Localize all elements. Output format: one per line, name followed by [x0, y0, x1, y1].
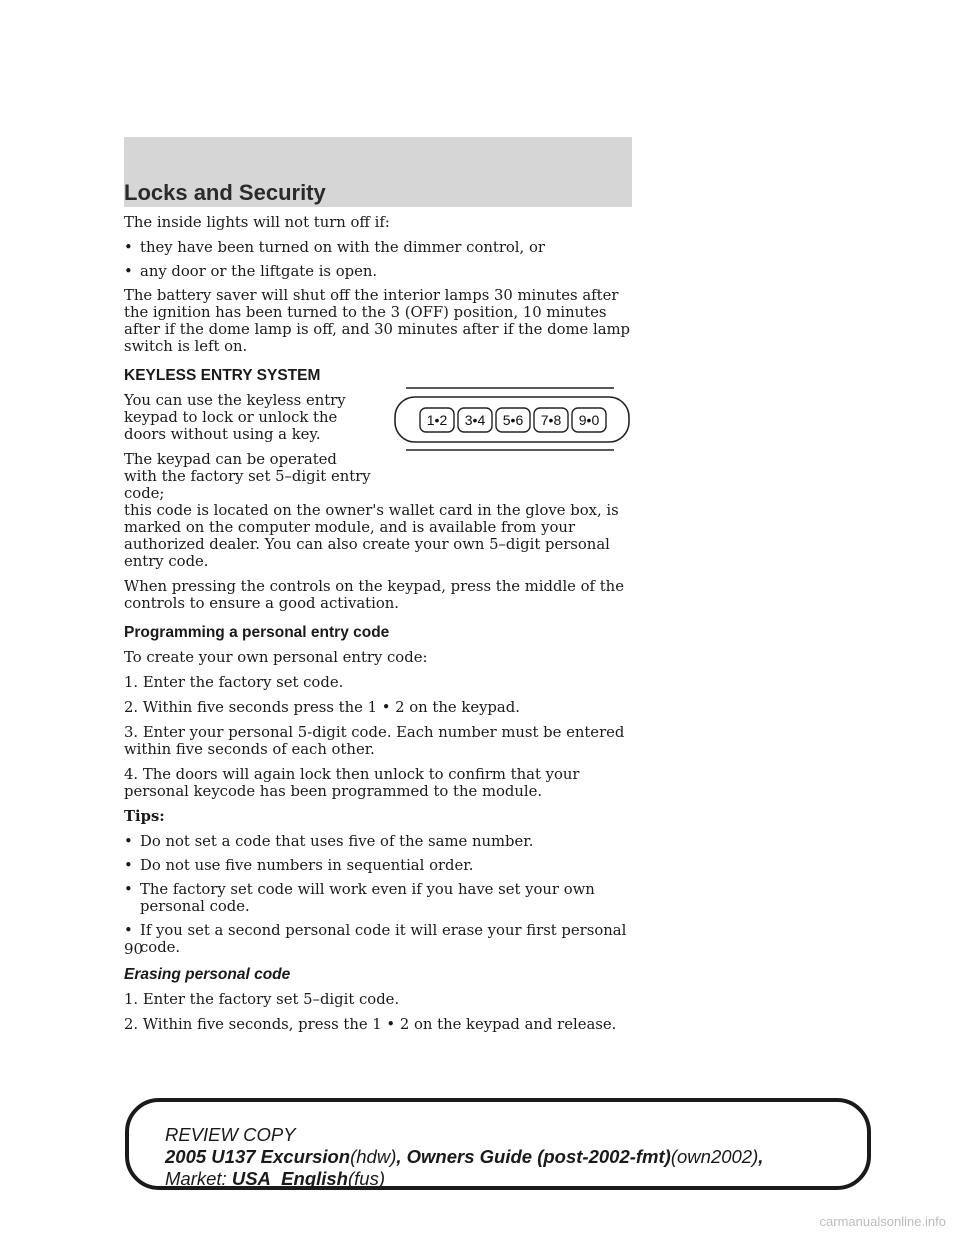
list-item: • The factory set code will work even if you have set your own personal code.: [124, 881, 595, 915]
keyless-heading: KEYLESS ENTRY SYSTEM: [124, 367, 321, 384]
list-item: • Do not set a code that uses five of the same number.: [124, 833, 534, 850]
keyless-paragraph-3: When pressing the controls on the keypad, press the middle of the controls to ensure a good activation.: [124, 578, 624, 612]
programming-step: 1. Enter the factory set code.: [124, 674, 344, 691]
list-item: • Do not use five numbers in sequential order.: [124, 857, 474, 874]
keypad-illustration: [394, 386, 630, 456]
review-copy-label: REVIEW COPY: [165, 1124, 296, 1145]
keypad-button-label: 1•2: [426, 412, 448, 428]
erasing-step: 2. Within five seconds, press the 1 • 2 on the keypad and release.: [124, 1016, 617, 1033]
keypad-button-label: 5•6: [502, 412, 524, 428]
programming-step: 2. Within five seconds press the 1 • 2 on the keypad.: [124, 699, 520, 716]
programming-step: 4. The doors will again lock then unlock to confirm that your personal keycode has been programmed to the module.: [124, 766, 580, 800]
programming-lead: To create your own personal entry code:: [124, 649, 428, 666]
page-number: 90: [124, 940, 144, 958]
keypad-button-label: 7•8: [540, 412, 562, 428]
keypad-button-label: 9•0: [578, 412, 600, 428]
programming-heading: Programming a personal entry code: [124, 624, 390, 641]
intro-lead: The inside lights will not turn off if:: [124, 214, 390, 231]
review-copy-market-line: Market: USA_English(fus): [165, 1168, 385, 1189]
list-item: • they have been turned on with the dimmer control, or: [124, 239, 545, 256]
site-watermark: carmanualsonline.info: [819, 1214, 946, 1229]
list-item: • any door or the liftgate is open.: [124, 263, 378, 280]
programming-step: 3. Enter your personal 5-digit code. Each number must be entered within five seconds of each other.: [124, 724, 625, 758]
section-title: Locks and Security: [124, 180, 326, 205]
review-copy-model-line: 2005 U137 Excursion(hdw), Owners Guide (post-2002-fmt)(own2002),: [165, 1146, 764, 1167]
list-item: • If you set a second personal code it will erase your first personal code.: [124, 922, 627, 956]
erasing-step: 1. Enter the factory set 5–digit code.: [124, 991, 400, 1008]
keyless-paragraph-2a: The keypad can be operated with the factory set 5–digit entry code;: [124, 451, 371, 502]
keyless-paragraph-1: You can use the keyless entry keypad to lock or unlock the doors without using a key.: [124, 392, 346, 443]
page-content: [124, 214, 644, 1041]
keyless-paragraph-2b: this code is located on the owner's wallet card in the glove box, is marked on the computer module, and is available from your authorized dealer. You can also create your own 5–digit personal entry code.: [124, 502, 619, 570]
keypad-button-label: 3•4: [464, 412, 486, 428]
battery-saver-paragraph: The battery saver will shut off the interior lamps 30 minutes after the ignition has been turned to the 3 (OFF) position, 10 minutes after if the dome lamp is off, and 30 minutes after if the dome lamp switch is left on.: [124, 287, 631, 355]
erasing-heading: Erasing personal code: [124, 966, 291, 983]
review-copy-text: [165, 1124, 763, 1190]
tips-label: Tips:: [124, 808, 165, 825]
